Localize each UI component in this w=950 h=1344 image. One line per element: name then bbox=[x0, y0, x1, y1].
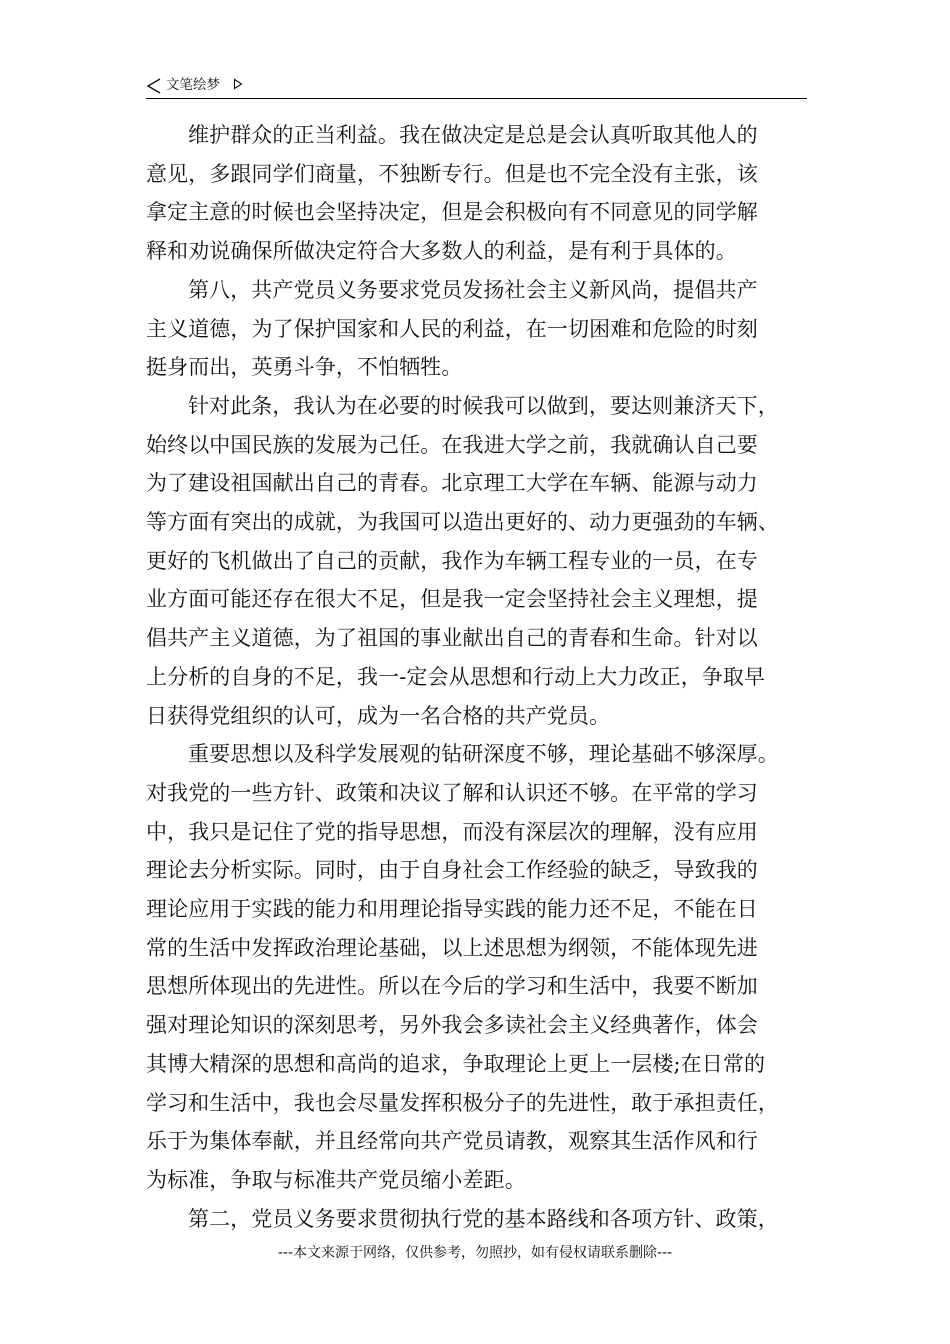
triangle-left-icon bbox=[146, 77, 162, 95]
document-body bbox=[146, 116, 826, 1238]
paragraph: 重要思想以及科学发展观的钻研深度不够，理论基础不够深厚。 对我党的一些方针、政策和决议了解和认识还不够。在平常的学习 中，我只是记住了党的指导思想，而没有深层次的理解，没有应用 理论去分析实际。同时，由于自身社会工作经验的缺乏，导致我的 理论应用于实践的能力和用理论指导实践的能力还不足，不能在日 常的生活中发挥政治理论基础，以上述思想为纲领，不能体现先进 思想所体现出的先进性。所以在今后的学习和生活中，我要不断加 强对理论知识的深刻思考，另外我会多读社会主义经典著作，体会 其博大精深的思想和高尚的追求，争取理论上更上一层楼;在日常的 学习和生活中，我也会尽量发挥积极分子的先进性，敢于承担责任， 乐于为集体奉献，并且经常向共产党员请教，观察其生活作风和行 为标准，争取与标准共产党员缩小差距。 bbox=[146, 742, 779, 1192]
paragraph: 第二，党员义务要求贯彻执行党的基本路线和各项方针、政策， bbox=[188, 1206, 779, 1231]
paragraph: 第八，共产党员义务要求党员发扬社会主义新风尚，提倡共产 主义道德，为了保护国家和人民的利益，在一切困难和危险的时刻 挺身而出，英勇斗争，不怕牺牲。 bbox=[146, 277, 758, 380]
header-brand: 文笔绘梦 bbox=[166, 77, 220, 93]
footer-disclaimer: ---本文来源于网络，仅供参考，勿照抄，如有侵权请联系删除--- bbox=[277, 1245, 673, 1261]
paragraph: 针对此条，我认为在必要的时候我可以做到，要达则兼济天下， 始终以中国民族的发展为己任。在我进大学之前，我就确认自己要 为了建设祖国献出自己的青春。北京理工大学在车辆、能源与动力 等方面有突出的成就，为我国可以造出更好的、动力更强劲的车辆、 更好的飞机做出了自己的贡献，我作为车辆工程专业的一员，在专 业方面可能还存在很大不足，但是我一定会坚持社会主义理想，提 倡共产主义道德，为了祖国的事业献出自己的青春和生命。针对以 上分析的自身的不足，我一-定会从思想和行动上大力改正，争取早 日获得党组织的认可，成为一名合格的共产党员。 bbox=[146, 393, 779, 728]
triangle-right-icon bbox=[233, 78, 243, 90]
paragraph: 维护群众的正当利益。我在做决定是总是会认真听取其他人的 意见，多跟同学们商量，不独断专行。但是也不完全没有主张，该 拿定主意的时候也会坚持决定，但是会积极向有不同意见的同学解 释和劝说确保所做决定符合大多数人的利益，是有利于具体的。 bbox=[146, 123, 758, 264]
page-header bbox=[146, 74, 807, 99]
